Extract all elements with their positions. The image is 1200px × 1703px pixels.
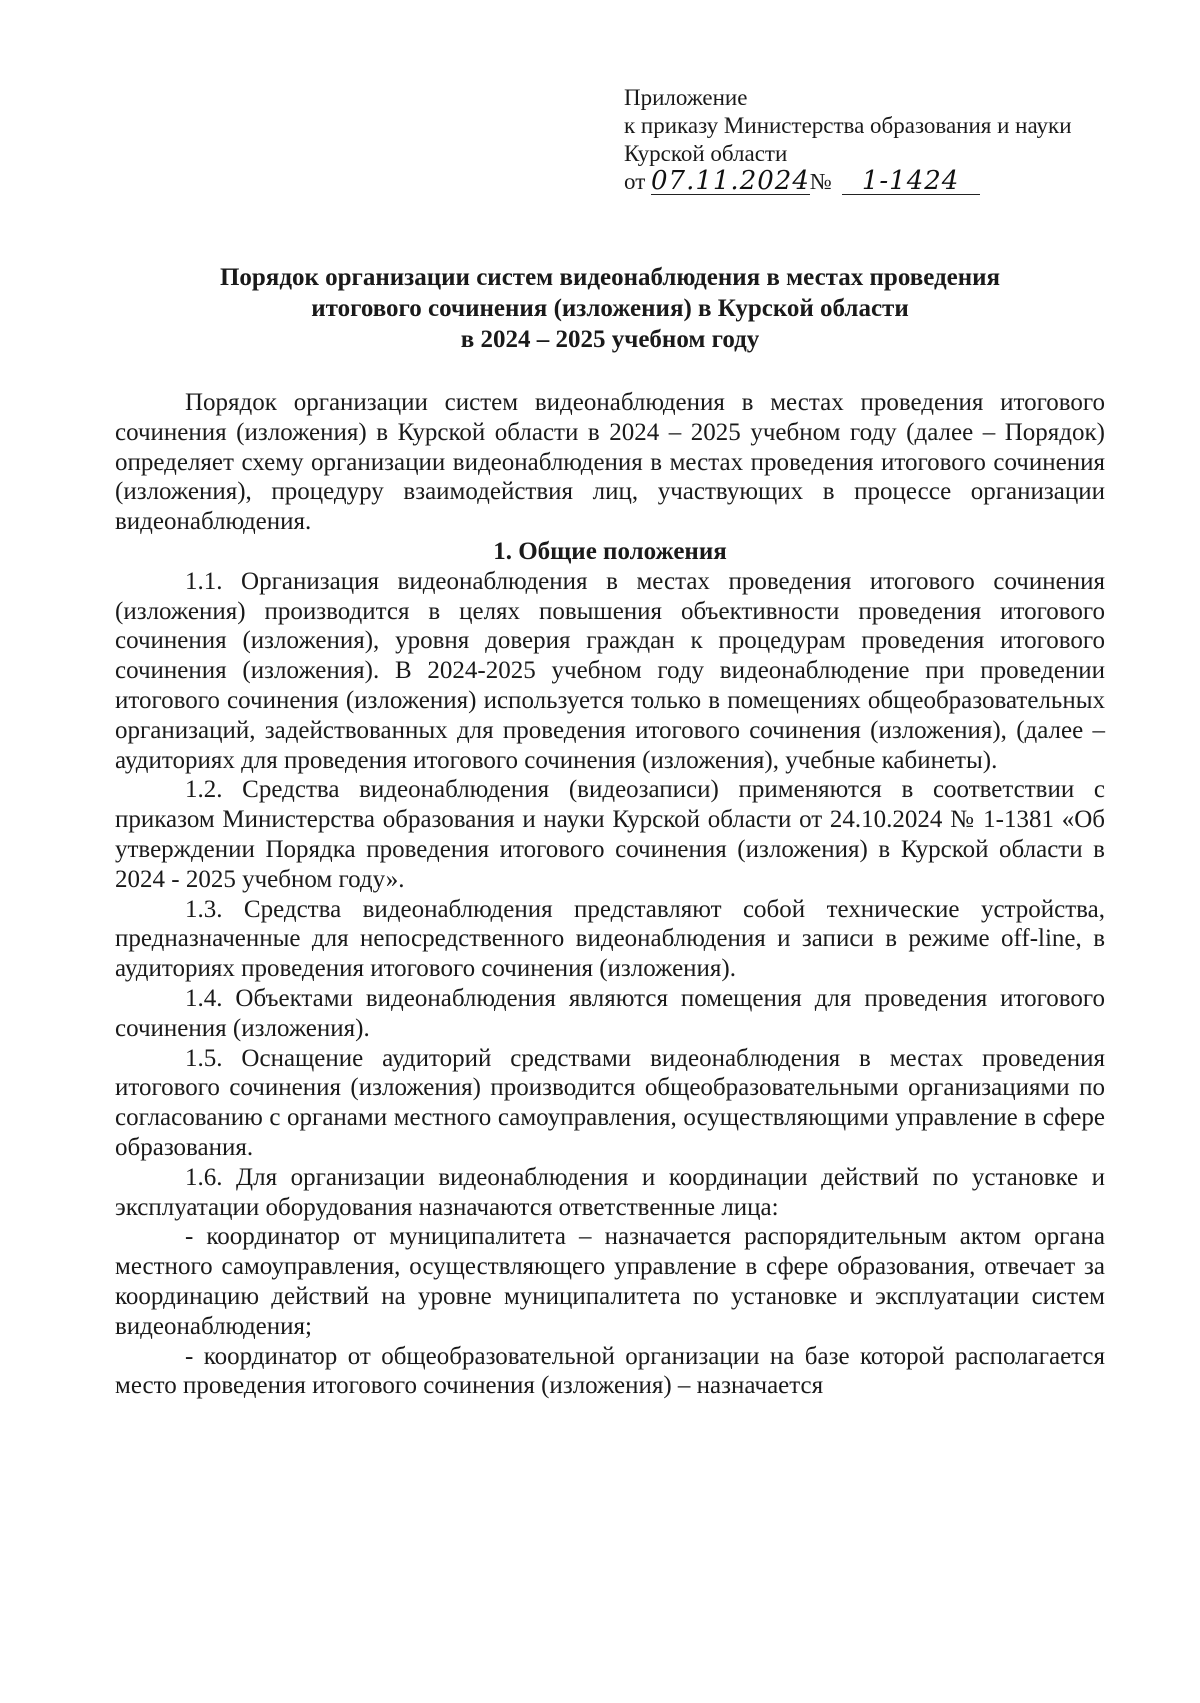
title-line: итогового сочинения (изложения) в Курской области (311, 295, 909, 322)
document-body (115, 388, 1105, 1401)
paragraph-1-2: 1.2. Средства видеонаблюдения (видеозаписи) применяются в соответствии с приказом Министерства образования и науки Курской области от 24.10.2024 № 1-1381 «Об утверждении Порядка проведения итогового сочинения (изложения) в Курской области в 2024 - 2025 учебном году». (115, 776, 1105, 893)
appendix-title: Приложение (624, 85, 748, 110)
from-label: от (624, 169, 646, 194)
appendix-order-reference: к приказу Министерства образования и науки (624, 113, 1072, 138)
intro-paragraph: Порядок организации систем видеонаблюдения в местах проведения итогового сочинения (изложения) в Курской области в 2024 – 2025 учебном году (далее – Порядок) определяет схему организации видеонаблюдения в местах проведения итогового сочинения (изложения), процедуру взаимодействия лиц, участвующих в процессе организации видеонаблюдения. (115, 389, 1105, 536)
appendix-date-number-line (624, 168, 1144, 196)
paragraph-1-1: 1.1. Организация видеонаблюдения в местах проведения итогового сочинения (изложения) производится в целях повышения объективности проведения итогового сочинения (изложения), уровня доверия граждан к процедурам проведения итогового сочинения (изложения). В 2024-2025 учебном году видеонаблюдение при проведении итогового сочинения (изложения) используется только в помещениях общеобразовательных организаций, задействованных для проведения итогового сочинения (изложения), (далее – аудиториях для проведения итогового сочинения (изложения), учебные кабинеты). (115, 567, 1105, 774)
title-line: Порядок организации систем видеонаблюдения в местах проведения (219, 264, 1001, 291)
title-line: в 2024 – 2025 учебном году (460, 326, 760, 353)
handwritten-date: 07.11.2024 (651, 166, 810, 196)
appendix-region: Курской области (624, 141, 788, 166)
document-title (110, 262, 1110, 355)
section-heading: 1. Общие положения (493, 537, 727, 565)
list-item-school-coordinator: - координатор от общеобразовательной организации на базе которой располагается место проведения итогового сочинения (изложения) – назначается (115, 1342, 1105, 1400)
appendix-block (624, 84, 1144, 196)
list-item-municipal-coordinator: - координатор от муниципалитета – назначается распорядительным актом органа местного самоуправления, осуществляющего управление в сфере образования, отвечает за координацию действий на уровне муниципалитета по установке и эксплуатации систем видеонаблюдения; (115, 1223, 1105, 1340)
number-label: № (809, 169, 832, 194)
paragraph-1-6: 1.6. Для организации видеонаблюдения и координации действий по установке и эксплуатации оборудования назначаются ответственные лица: (115, 1163, 1105, 1221)
paragraph-1-4: 1.4. Объектами видеонаблюдения являются помещения для проведения итогового сочинения (изложения). (115, 984, 1105, 1042)
paragraph-1-3: 1.3. Средства видеонаблюдения представляют собой технические устройства, предназначенные для непосредственного видеонаблюдения и записи в режиме off-line, в аудиториях проведения итогового сочинения (изложения). (115, 895, 1105, 983)
paragraph-1-5: 1.5. Оснащение аудиторий средствами видеонаблюдения в местах проведения итогового сочинения (изложения) производится общеобразовательными организациями по согласованию с органами местного самоуправления, осуществляющими управление в сфере образования. (115, 1044, 1105, 1161)
handwritten-order-number: 1-1424 (842, 168, 980, 195)
